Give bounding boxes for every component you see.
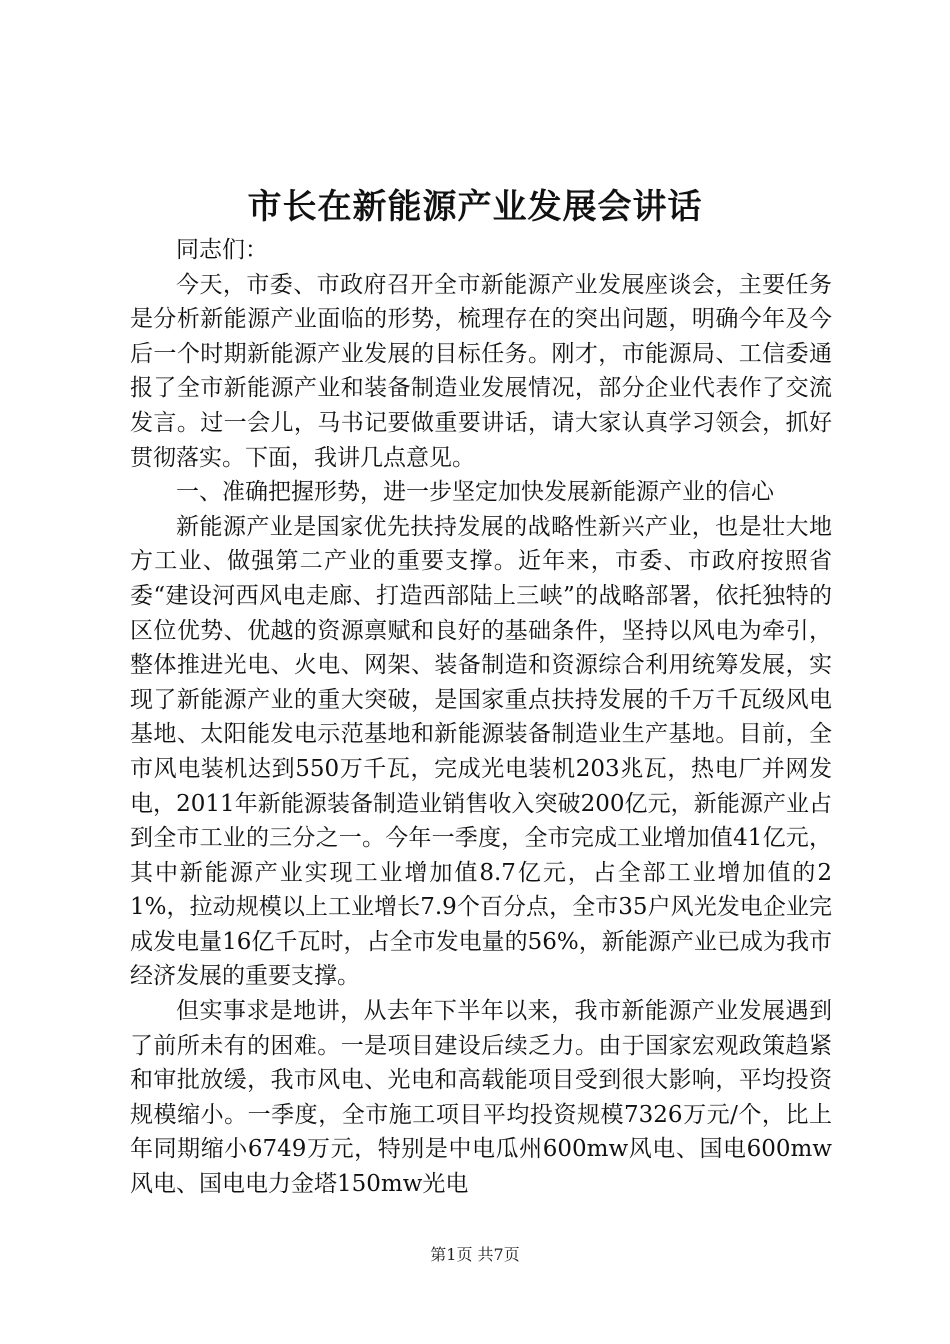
paragraph-achievements: 新能源产业是国家优先扶持发展的战略性新兴产业，也是壮大地方工业、做强第二产业的重要支撑。近年来，市委、市政府按照省委“建设河西风电走廊、打造西部陆上三峡”的战略部署，依托独特的区位优势、优越的资源禀赋和良好的基础条件，坚持以风电为牵引，整体推进光电、火电、网架、装备制造和资源综合利用统筹发展，实现了新能源产业的重大突破，是国家重点扶持发展的千万千瓦级风电基地、太阳能发电示范基地和新能源装备制造业生产基地。目前，全市风电装机达到550万千瓦，完成光电装机203兆瓦，热电厂并网发电，2011年新能源装备制造业销售收入突破200亿元，新能源产业占到全市工业的三分之一。今年一季度，全市完成工业增加值41亿元，其中新能源产业实现工业增加值8.7亿元，占全部工业增加值的21%，拉动规模以上工业增长7.9个百分点，全市35户风光发电企业完成发电量16亿千瓦时，占全市发电量的56%，新能源产业已成为我市经济发展的重要支撑。 xyxy=(130,513,832,990)
page-total: 共7页 xyxy=(477,1245,520,1264)
page-footer xyxy=(0,1244,950,1266)
section-heading-1: 一、准确把握形势，进一步坚定加快发展新能源产业的信心 xyxy=(176,479,774,506)
paragraph-difficulties: 但实事求是地讲，从去年下半年以来，我市新能源产业发展遇到了前所未有的困难。一是项目建设后续乏力。由于国家宏观政策趋紧和审批放缓，我市风电、光电和高载能项目受到很大影响，平均投资规模缩小。一季度，全市施工项目平均投资规模7326万元/个，比上年同期缩小6749万元，特别是中电瓜州600mw风电、国电600mw风电、国电电力金塔150mw光电 xyxy=(130,998,832,1198)
paragraph-intro: 今天，市委、市政府召开全市新能源产业发展座谈会，主要任务是分析新能源产业面临的形势，梳理存在的突出问题，明确今年及今后一个时期新能源产业发展的目标任务。刚才，市能源局、工信委通报了全市新能源产业和装备制造业发展情况，部分企业代表作了交流发言。过一会儿，马书记要做重要讲话，请大家认真学习领会，抓好贯彻落实。下面，我讲几点意见。 xyxy=(130,271,832,471)
page-number: 第1页 xyxy=(430,1245,473,1264)
document-body xyxy=(130,233,832,1202)
document-title: 市长在新能源产业发展会讲话 xyxy=(247,187,703,227)
paragraph-salutation: 同志们： xyxy=(176,237,268,263)
